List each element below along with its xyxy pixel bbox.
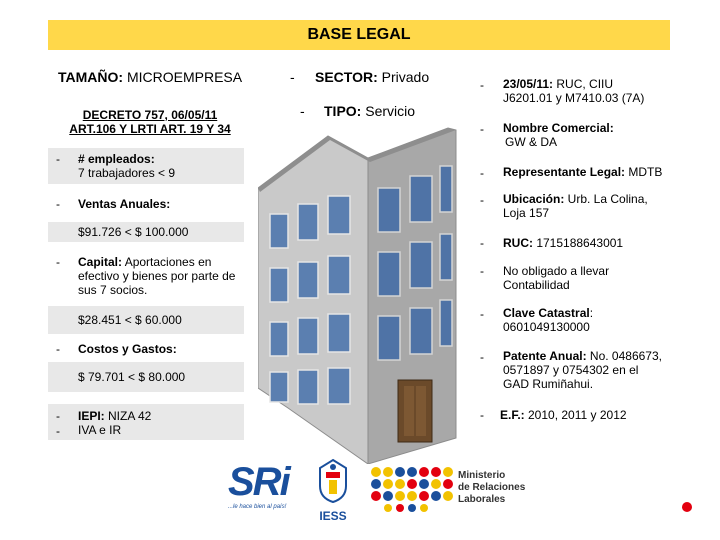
contabilidad-line-2: Contabilidad: [503, 278, 570, 292]
dash: -: [300, 103, 305, 119]
iess-emblem-icon: [312, 458, 354, 504]
capital-value-3: sus 7 socios.: [78, 283, 148, 297]
ruc-date-block: [503, 77, 678, 105]
building-illustration: [258, 118, 458, 464]
patente-line-2: 0571897 y 0754302 en el: [503, 363, 639, 377]
tamano-value: MICROEMPRESA: [123, 69, 243, 85]
ministerio-line-3: Laborales: [458, 494, 506, 505]
ubicacion-label: Ubicación:: [503, 192, 565, 206]
catastral-label: Clave Catastral: [503, 306, 590, 320]
catastral-block: [503, 306, 678, 334]
ministerio-dots-icon: [370, 466, 456, 512]
ministerio-line-2: de Relaciones: [458, 482, 526, 493]
sri-logo: [228, 462, 304, 516]
dash: -: [56, 342, 60, 356]
ef-value: 2010, 2011 y 2012: [524, 408, 627, 422]
ruc-date-value: RUC, CIIU: [553, 77, 614, 91]
dash: -: [480, 78, 484, 92]
rep-label: Representante Legal:: [503, 165, 626, 179]
empleados-label: # empleados:: [78, 152, 155, 166]
capital-value-2: efectivo y bienes por parte de: [78, 269, 236, 283]
ventas-value: $91.726 < $ 100.000: [78, 225, 189, 239]
sector-label: SECTOR:: [315, 69, 378, 85]
capital-amount-box: [48, 306, 244, 334]
ministerio-wordmark: [458, 470, 525, 506]
dash: -: [56, 152, 60, 166]
dash: -: [56, 409, 60, 423]
capital-block: [78, 255, 243, 297]
title-bar: [48, 20, 670, 50]
sri-wordmark: SRi: [228, 460, 289, 504]
iva-value: IVA e IR: [78, 423, 122, 437]
dash: -: [480, 236, 484, 250]
ubicacion-line-2: Loja 157: [503, 206, 550, 220]
dash: -: [480, 307, 484, 321]
ef-label: E.F.:: [500, 408, 525, 422]
dash: -: [480, 264, 484, 278]
dash: -: [480, 408, 484, 422]
dash: -: [480, 193, 484, 207]
dash: -: [56, 255, 60, 269]
patente-value: No. 0486673,: [586, 349, 662, 363]
ubicacion-block: [503, 192, 678, 220]
dash: -: [480, 166, 484, 180]
nombre-value: GW & DA: [505, 135, 558, 149]
ventas-amount-box: [48, 222, 244, 242]
iepi-value: NIZA 42: [104, 409, 152, 423]
rep-value: MDTB: [625, 165, 663, 179]
patente-line-3: GAD Rumiñahui.: [503, 377, 594, 391]
sector-line: [315, 69, 429, 86]
ruc-date-line-2: J6201.01 y M7410.03 (7A): [503, 91, 645, 105]
ruc-line: [503, 236, 623, 250]
capital-label: Capital:: [78, 255, 123, 269]
iess-wordmark: IESS: [319, 509, 347, 523]
ruc-label: RUC:: [503, 236, 533, 250]
tipo-label: TIPO:: [324, 103, 362, 119]
empleados-value: 7 trabajadores < 9: [78, 166, 176, 180]
catastral-value: 0601049130000: [503, 320, 590, 334]
ruc-date-label: 23/05/11:: [503, 77, 554, 91]
catastral-colon: :: [589, 306, 594, 320]
decreto-box: [56, 108, 244, 142]
patente-label: Patente Anual:: [503, 349, 587, 363]
sri-tagline: ...le hace bien al país!: [228, 504, 287, 510]
ventas-label: Ventas Anuales:: [78, 197, 171, 211]
ruc-value: 1715188643001: [533, 236, 624, 250]
costos-amount-box: [48, 362, 244, 392]
contabilidad-block: [503, 264, 678, 292]
sector-value: Privado: [377, 69, 430, 85]
patente-block: [503, 349, 683, 391]
iepi-box: [48, 404, 244, 440]
iess-logo: [312, 458, 354, 522]
nombre-block: [503, 121, 678, 149]
contabilidad-line-1: No obligado a llevar: [503, 264, 610, 278]
dash: -: [290, 69, 295, 85]
empleados-box: [48, 148, 244, 184]
dash: -: [480, 350, 484, 364]
tamano-line: [58, 69, 242, 86]
iepi-label: IEPI:: [78, 409, 105, 423]
dash: -: [56, 424, 60, 438]
dash: -: [480, 122, 484, 136]
capital-value-1: Aportaciones en: [122, 255, 212, 269]
tipo-value: Servicio: [361, 103, 416, 119]
rep-line: [503, 165, 662, 179]
nombre-label: Nombre Comercial:: [503, 121, 614, 135]
capital-amount: $28.451 < $ 60.000: [78, 313, 182, 327]
ministerio-line-1: Ministerio: [458, 470, 506, 481]
costos-label: Costos y Gastos:: [78, 342, 177, 356]
page-title: BASE LEGAL: [307, 26, 411, 43]
decreto-line-1: DECRETO 757, 06/05/11: [82, 108, 218, 122]
costos-amount: $ 79.701 < $ 80.000: [78, 370, 186, 384]
decreto-line-2: ART.106 Y LRTI ART. 19 Y 34: [69, 122, 231, 136]
red-dot: [682, 502, 692, 512]
ef-line: [500, 408, 627, 422]
ubicacion-value: Urb. La Colina,: [564, 192, 648, 206]
dash: -: [56, 197, 60, 211]
tamano-label: TAMAÑO:: [58, 69, 124, 85]
